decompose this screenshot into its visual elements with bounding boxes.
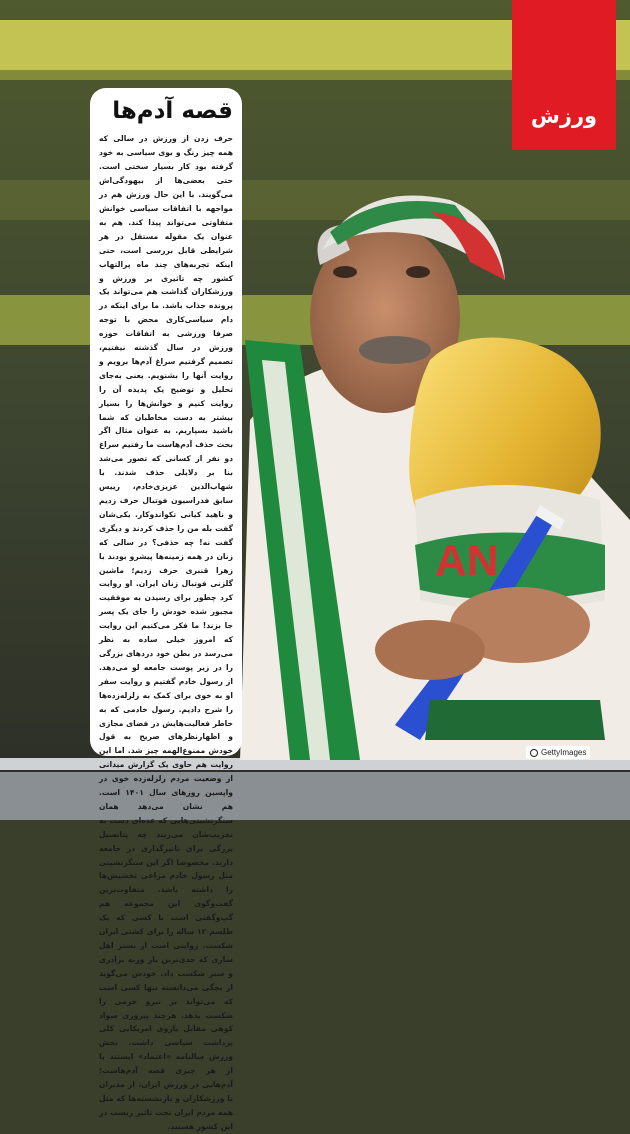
- article-card: [90, 88, 242, 1131]
- getty-logo-icon: [530, 749, 538, 757]
- photo-credit-text: GettyImages: [541, 748, 587, 757]
- section-label: ورزش: [530, 104, 598, 128]
- photo-credit: [526, 746, 590, 759]
- article-title: قصه آدم‌ها: [112, 98, 233, 124]
- trophy-flag-letters: AN: [435, 536, 499, 585]
- article-body: حرف زدن از ورزش در سالی که همه چیز رنگ و بوی سیاسی به خود گرفته بود کار بسیار سختی است. حتی بعضی‌ها از بیهودگی‌اش می‌گویند. با این حال ورزش هم در مواجهه با اتفاقات سیاسی خوانش متفاوتی می‌تواند پیدا کند. هم به عنوان یک مقوله مستقل در هر شرایطی قابل بررسی است، حتی اینکه تجربه‌های چند ماه پرالتهاب کشور چه تاثیری بر ورزش و ورزشکاران گذاشت هم می‌تواند یک پرونده جذاب باشد. ما برای اینکه در دام سیاسی‌کاری محض با توجه صرفا ورزشی به اتفاقات حوزه ورزش در سال گذشته نیفتیم، تصمیم گرفتیم سراغ آدم‌ها برویم و روایت آنها را بشنویم. یعنی به‌جای تحلیل و توضیح یک پدیده آن را روایت کنیم و خوانش‌ها را بسیار بیشتر به دست مخاطبان که شما باشید بسپاریم. به عنوان مثال اگر بحث حذف آدم‌هاست ما رفتیم سراغ دو نفر از کسانی که تصور می‌شد بنا بر دلایلی حذف شدند. با شهاب‌الدین عزیزی‌خادم، رییس سابق فدراسیون فوتبال حرف زدیم و ناهید کیانی تکواندوکار. یکی‌شان گفت بله من را حذف کردند و دیگری گفت نه! چه حذفی؟ در سالی که زنان در همه زمینه‌ها پیشرو بودند با زهرا قنبری حرف زدیم؛ ماشین گلزنی فوتبال زنان ایران. او روایت کرد چطور برای رسیدن به موفقیت مجبور شده خودش را جای یک پسر جا بزند! ما فکر می‌کنیم این روایت که امروز خیلی ساده به نظر می‌رسد در بطن خود دردهای بزرگی را در زیر پوست جامعه لو می‌دهد. از رسول خادم گفتیم و روایت سفر او به خوی برای کمک به زلزله‌زده‌ها را شرح دادیم. رسول خادمی که به خاطر فعالیت‌هایش در فضای مجازی و اظهارنظرهای صریح به قول خودش ممنوع‌الهمه چیز شد. اما این روایت هم حاوی یک گزارش میدانی از وضعیت مردم زلزله‌زده خوی در واپسین روزهای سال ۱۴۰۱ است. هم نشان می‌دهد همان سنگرنشینی‌هایی که عده‌ای دست به تخریب‌شان می‌زنند چه پتانسیل بزرگی برای تاثیرگذاری در جامعه دارند. مخصوصا اگر این سنگرنشینی مثل رسول خادم مراعی تخشیش‌ها را داشته باشد. متفاوت‌ترین گفت‌وگوی این مجموعه هم گپ‌وگفتی است با کسی که یک طلسم ۱۲ ساله را برای کشتی ایران شکست. روایتی است از بستر اهل ساری که جدی‌ترین بار وزنه برادری و سبز شکست داد. خودش می‌گوید از بچگی می‌دانسته تنها کسی است که می‌تواند بر نیرو حرمی را شکست بدهد. هرچند پیروزی سواد کوهی مقابل بازوی امریکایی کلی برداشت سیاسی داشت. بخش ورزش سالنامه «اعتماد» ایستند با از هر چیزی قصه آدم‌هاست؛ آدم‌هایی در ورزش ایران، از مدیران تا ورزشکاران و بازنشسته‌ها که مثل همه مردم ایران تحت تاثیر زیست در این کشور هستند.: [99, 134, 234, 1131]
- section-label-tab: [512, 0, 616, 150]
